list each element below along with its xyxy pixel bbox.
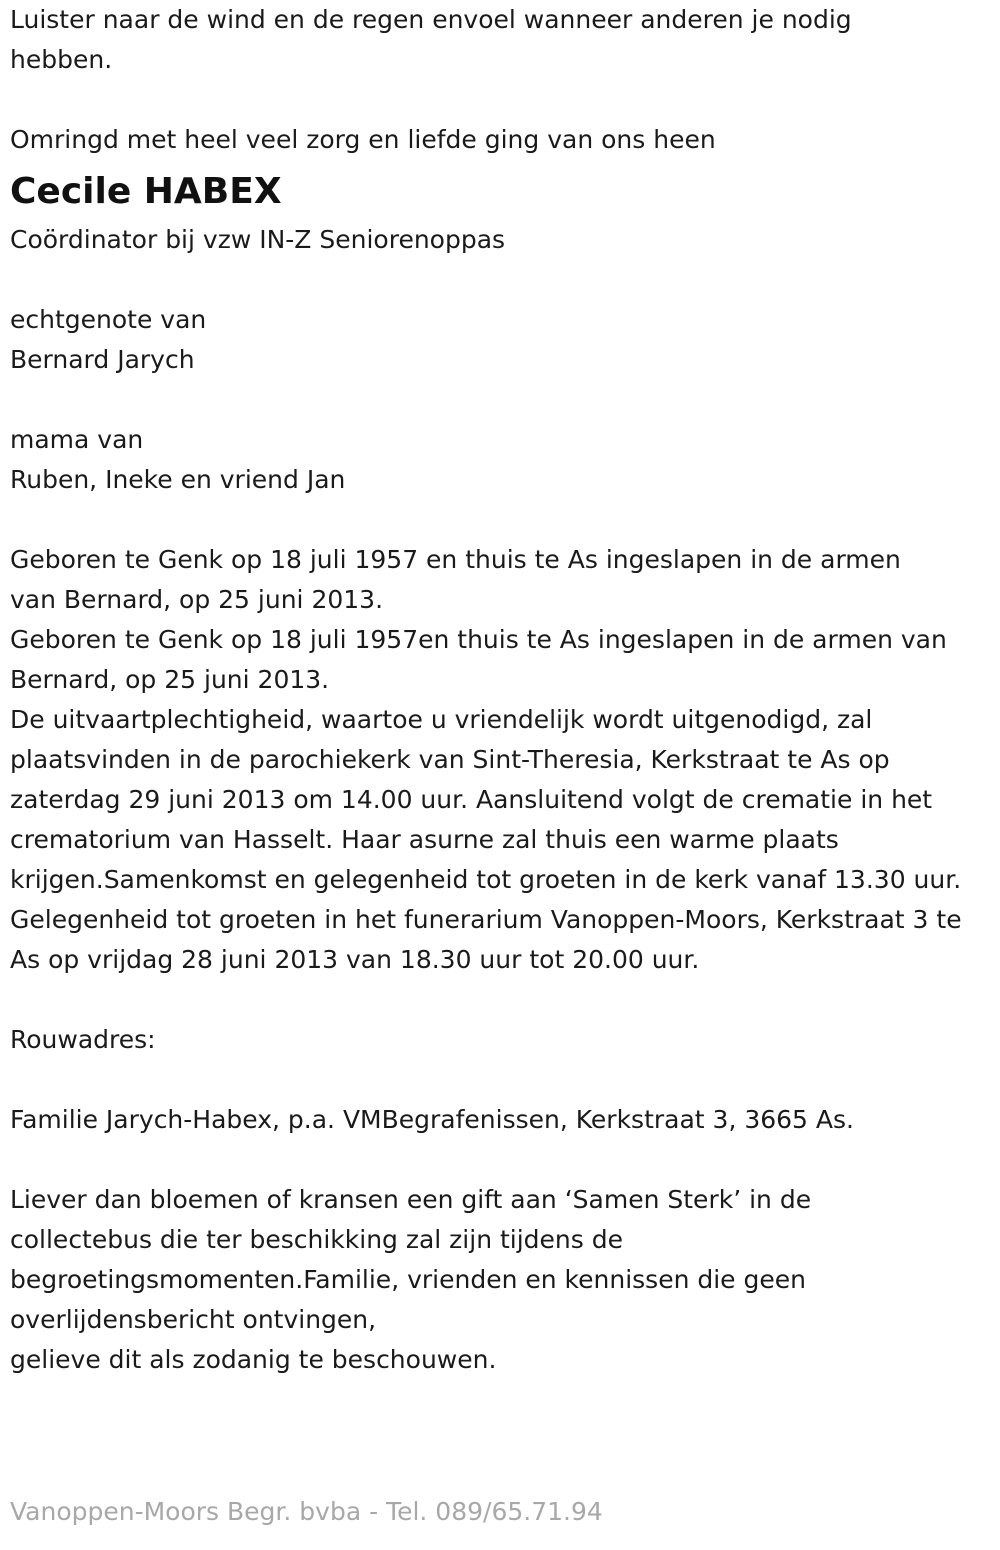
spacer	[10, 500, 990, 540]
deceased-name: Cecile HABEX	[10, 171, 282, 212]
closing-notice: gelieve dit als zodanig te beschouwen.	[10, 1345, 497, 1374]
spouse-name: Bernard Jarych	[10, 345, 195, 374]
intro-quote: Luister naar de wind en de regen envoel wanneer anderen je nodig hebben.	[10, 5, 852, 74]
spacer	[10, 380, 990, 420]
spacer	[10, 980, 990, 1020]
spacer	[10, 260, 990, 300]
spouse-label: echtgenote van	[10, 305, 207, 334]
visitation-paragraph: Gelegenheid tot groeten in het funerarium Vanoppen-Moors, Kerkstraat 3 te As op vrijdag 28 juni 2013 van 18.30 uur tot 20.00 uur.	[10, 905, 962, 974]
deceased-role: Coördinator bij vzw IN-Z Seniorenoppas	[10, 225, 506, 254]
spacer	[10, 1060, 990, 1100]
address-value: Familie Jarych-Habex, p.a. VMBegrafenissen, Kerkstraat 3, 3665 As.	[10, 1105, 854, 1134]
address-label: Rouwadres:	[10, 1025, 156, 1054]
donation-paragraph: Liever dan bloemen of kransen een gift aan ‘Samen Sterk’ in de collectebus die ter beschikking zal zijn tijdens de begroetingsmomenten.Familie, vrienden en kennissen die geen overlijdensbericht ontvingen,	[10, 1185, 812, 1334]
announcement-line: Omringd met heel veel zorg en liefde ging van ons heen	[10, 125, 716, 154]
children-label: mama van	[10, 425, 144, 454]
ceremony-paragraph: De uitvaartplechtigheid, waartoe u vriendelijk wordt uitgenodigd, zal plaatsvinden in de parochiekerk van Sint-Theresia, Kerkstraat te As op zaterdag 29 juni 2013 om 14.00 uur. Aansluitend volgt de crematie in het crematorium van Hasselt. Haar asurne zal thuis een warme plaats krijgen.Samenkomst en gelegenheid tot groeten in de kerk vanaf 13.30 uur.	[10, 705, 962, 894]
spacer	[10, 1140, 990, 1180]
children-names: Ruben, Ineke en vriend Jan	[10, 465, 346, 494]
spacer	[10, 80, 990, 120]
birth-death-paragraph-repeat: Geboren te Genk op 18 juli 1957en thuis te As ingeslapen in de armen van Bernard, op 25 juni 2013.	[10, 625, 947, 694]
birth-death-paragraph: Geboren te Genk op 18 juli 1957 en thuis te As ingeslapen in de armen van Bernard, op 25 juni 2013.	[10, 545, 901, 614]
obituary-document	[10, 0, 990, 1380]
funeral-home-credit: Vanoppen-Moors Begr. bvba - Tel. 089/65.71.94	[10, 1497, 603, 1526]
